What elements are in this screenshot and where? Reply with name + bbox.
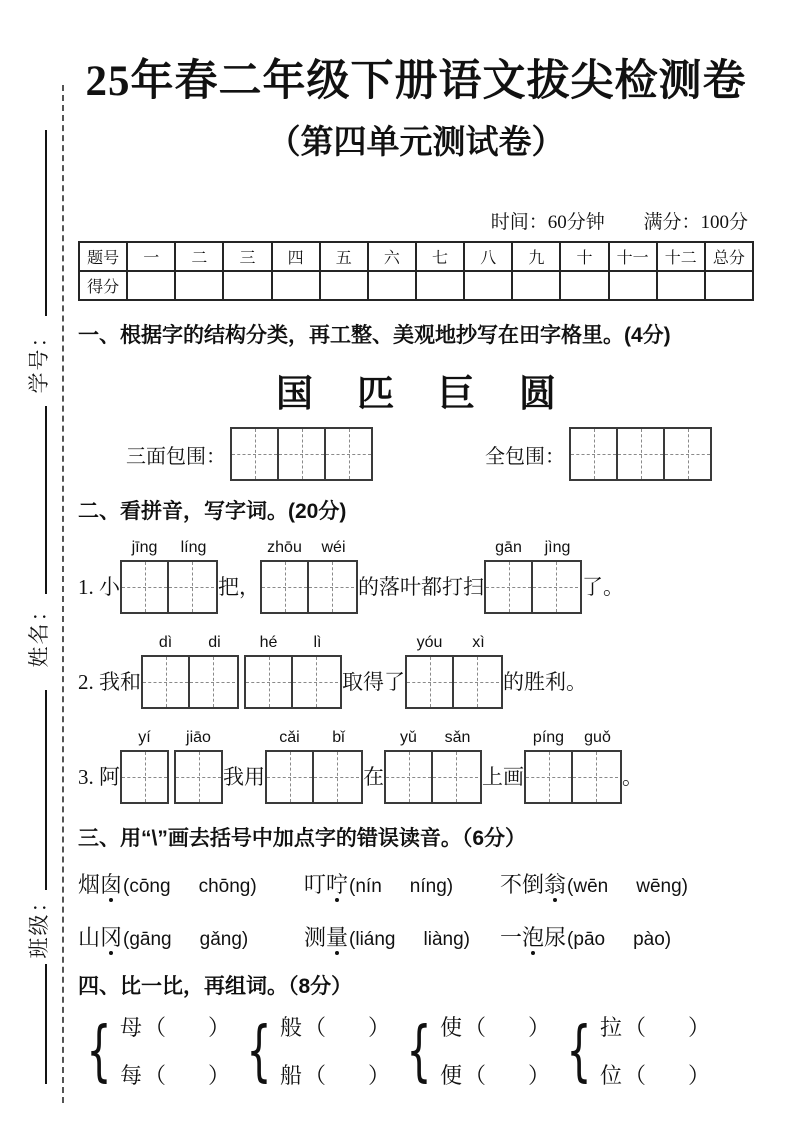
pinyin-grid: [120, 531, 218, 614]
paren-close: ): [241, 929, 249, 951]
tianzige-grid: [484, 560, 582, 614]
answer-cell[interactable]: [176, 752, 221, 802]
score-input-cell[interactable]: [368, 271, 416, 300]
score-input-cell[interactable]: [223, 271, 271, 300]
brace-icon: {: [86, 1012, 112, 1090]
section1-heading: 一、根据字的结构分类，再工整、美观地抄写在田字格里。(4分): [78, 323, 671, 347]
pinyin-row: [384, 721, 482, 750]
pinyin-grid: [141, 626, 239, 709]
brace-icon: {: [566, 1012, 592, 1090]
pinyin-label: líng: [180, 538, 207, 556]
pinyin-option[interactable]: nín: [355, 876, 382, 898]
answer-cell[interactable]: [533, 562, 578, 612]
question-number-cell: 七: [416, 242, 464, 271]
pinyin-options[interactable]: [349, 876, 453, 897]
word-text: 叮: [304, 872, 327, 898]
pinyin-label: wéi: [321, 538, 346, 556]
pinyin-sentence-line: [78, 531, 754, 614]
answer-cell[interactable]: [573, 752, 618, 802]
answer-cell[interactable]: [618, 429, 665, 479]
writein-line: [45, 964, 47, 1084]
pinyin-label: xì: [472, 633, 485, 651]
pinyin-options[interactable]: [567, 929, 671, 950]
sentence-text: 取得了: [342, 669, 405, 694]
dotted-character: 咛: [326, 872, 349, 898]
score-input-cell[interactable]: [464, 271, 512, 300]
sentence-text: 的胜利。: [503, 669, 587, 694]
answer-cell[interactable]: [454, 657, 499, 707]
score-input-cell[interactable]: [560, 271, 608, 300]
fold-dashed-line: [62, 85, 64, 1103]
pinyin-row: [260, 531, 358, 560]
paren-close: ）: [688, 1063, 711, 1089]
copy-group: [485, 427, 712, 481]
answer-cell[interactable]: [526, 752, 573, 802]
section3-heading: 三、用“\”画去括号中加点字的错误读音。（6分）: [78, 826, 527, 850]
practice-characters-row: [78, 363, 754, 417]
tianzige-grid: [569, 427, 712, 481]
tianzige-grid: [524, 750, 622, 804]
dotted-character: 翁: [544, 872, 567, 898]
paren-open: (: [349, 929, 356, 951]
paren-close: ）: [368, 1063, 391, 1089]
practice-character: 圆: [519, 374, 556, 416]
writein-line: [45, 406, 47, 594]
paren-open: （: [304, 1015, 327, 1041]
score-input-cell[interactable]: [272, 271, 320, 300]
question-number-cell: 一: [127, 242, 175, 271]
answer-cell[interactable]: [122, 562, 169, 612]
paren-close: ): [463, 929, 470, 951]
sentence-text: 我用: [223, 764, 265, 789]
score-input-cell[interactable]: [609, 271, 657, 300]
dotted-character: 泡: [522, 925, 545, 951]
writein-line: [45, 130, 47, 316]
pinyin-label: yǔ: [400, 728, 417, 746]
word-text: 山: [78, 925, 101, 951]
pinyin-label: jīng: [131, 538, 158, 556]
question-number-header: 题号: [79, 242, 127, 271]
compare-character: 便: [440, 1063, 463, 1089]
question-number-cell: 八: [464, 242, 512, 271]
paren-open: (: [349, 876, 356, 898]
word-text: 一: [500, 925, 523, 951]
sentence-text: 2. 我和: [78, 669, 141, 694]
pinyin-option[interactable]: pāo: [573, 929, 606, 951]
pinyin-option[interactable]: chōng: [198, 876, 251, 898]
pinyin-label: yí: [138, 728, 151, 746]
compare-character: 每: [120, 1063, 143, 1089]
question-number-cell: 六: [368, 242, 416, 271]
score-input-cell[interactable]: [512, 271, 560, 300]
pinyin-label: píng: [532, 728, 565, 746]
section3-rows: [78, 868, 754, 952]
pinyin-grid: [405, 626, 503, 709]
section1-grids-row: [78, 427, 754, 481]
copy-group: [126, 427, 373, 481]
pair-column: [600, 1011, 710, 1090]
pinyin-grid: [174, 721, 223, 804]
pair-column: [440, 1011, 550, 1090]
word-text: 尿: [544, 925, 567, 951]
rail-label-class: 班级：: [27, 889, 51, 959]
compare-character: 位: [600, 1063, 623, 1089]
answer-cell[interactable]: [326, 429, 371, 479]
pinyin-row: [174, 721, 223, 750]
answer-cell[interactable]: [246, 657, 293, 707]
word-blank-row: [440, 1011, 550, 1042]
question-number-cell: 三: [223, 242, 271, 271]
paren-open: （: [624, 1063, 647, 1089]
answer-cell[interactable]: [433, 752, 478, 802]
pinyin-row: [484, 531, 582, 560]
tianzige-grid: [120, 750, 169, 804]
answer-cell[interactable]: [314, 752, 359, 802]
question-number-cell: 十二: [657, 242, 705, 271]
tianzige-grid: [120, 560, 218, 614]
pinyin-row: [120, 531, 218, 560]
word-text: 测: [304, 925, 327, 951]
word-blank-row: [120, 1011, 230, 1042]
answer-cell[interactable]: [571, 429, 618, 479]
phonetic-choice-row: [78, 921, 754, 952]
paren-open: （: [304, 1063, 327, 1089]
answer-cell[interactable]: [386, 752, 433, 802]
sentence-text: 3. 阿: [78, 764, 120, 789]
full-score: 满分：100分: [643, 211, 748, 233]
pinyin-label: hé: [259, 633, 278, 651]
section2-lines: [78, 531, 754, 804]
tianzige-grid: [141, 655, 239, 709]
pair-column: [120, 1011, 230, 1090]
pinyin-row: [141, 626, 239, 655]
pinyin-option[interactable]: cōng: [129, 876, 171, 898]
score-row-header: 得分: [79, 271, 127, 300]
pinyin-label: zhōu: [267, 538, 302, 556]
pinyin-sentence-line: [78, 721, 754, 804]
answer-cell[interactable]: [665, 429, 710, 479]
compare-pair: [238, 1011, 398, 1090]
answer-cell[interactable]: [190, 657, 235, 707]
paren-open: （: [464, 1015, 487, 1041]
pinyin-grid: [244, 626, 342, 709]
question-number-cell: 十一: [609, 242, 657, 271]
tianzige-grid: [244, 655, 342, 709]
tianzige-grid: [230, 427, 373, 481]
question-number-cell: 总分: [705, 242, 753, 271]
phonetic-choice-item: [500, 868, 688, 899]
score-input-cell[interactable]: [657, 271, 705, 300]
pinyin-label: dì: [158, 633, 173, 651]
rail-label-student-id: 学号：: [27, 324, 51, 394]
pinyin-option[interactable]: liàng: [423, 929, 464, 951]
paren-open: (: [123, 929, 130, 951]
question-number-cell: 五: [320, 242, 368, 271]
dotted-character: 冈: [100, 925, 123, 951]
paren-close: ): [681, 876, 688, 898]
phonetic-choice-row: [78, 868, 754, 899]
paren-open: （: [144, 1063, 167, 1089]
pinyin-label: sǎn: [444, 728, 471, 746]
answer-cell[interactable]: [262, 562, 309, 612]
pinyin-grid: [524, 721, 622, 804]
score-input-cell[interactable]: [416, 271, 464, 300]
paren-open: （: [144, 1015, 167, 1041]
brace-icon: {: [406, 1012, 432, 1090]
practice-character: 匹: [357, 374, 394, 416]
tianzige-grid: [260, 560, 358, 614]
sentence-text: 上画: [482, 764, 524, 789]
copy-group-label: 全包围：: [485, 445, 565, 468]
pinyin-row: [265, 721, 363, 750]
compare-character: 船: [280, 1063, 303, 1089]
pinyin-grid: [384, 721, 482, 804]
paren-close: ): [446, 876, 454, 898]
pinyin-grid: [120, 721, 169, 804]
pinyin-row: [244, 626, 342, 655]
answer-cell[interactable]: [232, 429, 279, 479]
question-number-cell: 九: [512, 242, 560, 271]
paren-close: ）: [368, 1015, 391, 1041]
paren-close: ): [664, 929, 672, 951]
word-blank-row: [120, 1059, 230, 1090]
answer-cell[interactable]: [169, 562, 214, 612]
sentence-text: 在: [363, 764, 384, 789]
pinyin-label: jiāo: [186, 728, 211, 746]
pinyin-label: gān: [495, 538, 522, 556]
pinyin-options[interactable]: [567, 876, 688, 897]
tianzige-grid: [405, 655, 503, 709]
phonetic-choice-item: [78, 868, 304, 899]
section2-heading: 二、看拼音，写字词。(20分): [78, 500, 347, 524]
pinyin-label: guǒ: [584, 728, 611, 746]
paren-open: (: [567, 929, 574, 951]
pinyin-row: [524, 721, 622, 750]
pinyin-options[interactable]: [123, 929, 248, 950]
exam-meta: [78, 207, 754, 234]
score-input-cell[interactable]: [175, 271, 223, 300]
tianzige-grid: [174, 750, 223, 804]
pinyin-option[interactable]: gǎng: [199, 929, 242, 951]
writein-line: [45, 690, 47, 890]
paren-close: ）: [208, 1015, 231, 1041]
word-blank-row: [600, 1011, 710, 1042]
paren-close: ）: [208, 1063, 231, 1089]
compare-pair: [78, 1011, 238, 1090]
tianzige-grid: [384, 750, 482, 804]
compare-pair: [558, 1011, 718, 1090]
answer-cell[interactable]: [407, 657, 454, 707]
pinyin-option[interactable]: gāng: [129, 929, 172, 951]
paren-open: （: [624, 1015, 647, 1041]
answer-cell[interactable]: [309, 562, 354, 612]
page-title: 25年春二年级下册语文拔尖检测卷: [85, 58, 747, 105]
word-blank-row: [600, 1059, 710, 1090]
pinyin-label: yóu: [416, 633, 443, 651]
dotted-character: 量: [326, 925, 349, 951]
paren-close: ): [250, 876, 257, 898]
compare-character: 使: [440, 1015, 463, 1041]
sentence-text: 1. 小: [78, 574, 120, 599]
dotted-character: 囱: [100, 872, 123, 898]
rail-label-name: 姓名：: [27, 598, 51, 668]
pinyin-label: cǎi: [279, 728, 300, 746]
word-blank-row: [280, 1059, 390, 1090]
pinyin-option[interactable]: wēng: [636, 876, 682, 898]
pinyin-option[interactable]: liáng: [355, 929, 396, 951]
answer-cell[interactable]: [293, 657, 338, 707]
pair-column: [280, 1011, 390, 1090]
sentence-text: 了。: [582, 574, 624, 599]
tianzige-grid: [265, 750, 363, 804]
sentence-text: 。: [622, 764, 643, 789]
pinyin-grid: [484, 531, 582, 614]
word-text: 不倒: [500, 872, 545, 898]
score-table: [78, 241, 754, 301]
word-text: 烟: [78, 872, 101, 898]
pinyin-row: [405, 626, 503, 655]
paren-open: (: [567, 876, 574, 898]
score-input-cell[interactable]: [705, 271, 753, 300]
answer-cell[interactable]: [122, 752, 167, 802]
paren-close: ）: [528, 1063, 551, 1089]
phonetic-choice-item: [78, 921, 304, 952]
practice-character: 巨: [438, 374, 475, 416]
answer-cell[interactable]: [267, 752, 314, 802]
question-number-cell: 二: [175, 242, 223, 271]
brace-icon: {: [246, 1012, 272, 1090]
word-blank-row: [280, 1011, 390, 1042]
answer-cell[interactable]: [486, 562, 533, 612]
pinyin-label: jìng: [544, 538, 571, 556]
question-number-cell: 十: [560, 242, 608, 271]
pinyin-grid: [260, 531, 358, 614]
pinyin-option[interactable]: wēn: [573, 876, 609, 898]
word-blank-row: [440, 1059, 550, 1090]
practice-character: 国: [276, 374, 313, 416]
phonetic-choice-item: [304, 868, 500, 899]
compare-character: 母: [120, 1015, 143, 1041]
phonetic-choice-item: [500, 921, 671, 952]
pinyin-label: di: [208, 633, 221, 651]
pinyin-options[interactable]: [349, 929, 470, 950]
pinyin-grid: [265, 721, 363, 804]
section4-pairs-row: [78, 1011, 754, 1090]
pinyin-sentence-line: [78, 626, 754, 709]
section4-heading: 四、比一比，再组词。（8分）: [78, 975, 353, 999]
paren-close: ）: [688, 1015, 711, 1041]
paren-close: ）: [528, 1015, 551, 1041]
page-subtitle: （第四单元测试卷）: [267, 124, 565, 161]
score-input-cell[interactable]: [320, 271, 368, 300]
answer-cell[interactable]: [143, 657, 190, 707]
compare-character: 拉: [600, 1015, 623, 1041]
compare-character: 般: [280, 1015, 303, 1041]
score-input-cell[interactable]: [127, 271, 175, 300]
paren-open: （: [464, 1063, 487, 1089]
time-limit: 时间：60分钟: [490, 211, 605, 233]
copy-group-label: 三面包围：: [126, 445, 226, 468]
question-number-cell: 四: [272, 242, 320, 271]
pinyin-label: bǐ: [332, 728, 345, 746]
pinyin-row: [120, 721, 169, 750]
phonetic-choice-item: [304, 921, 500, 952]
pinyin-label: lì: [313, 633, 322, 651]
paper-content: [78, 0, 754, 1090]
paren-open: (: [123, 876, 130, 898]
pinyin-option[interactable]: níng: [409, 876, 447, 898]
pinyin-option[interactable]: pào: [633, 929, 665, 951]
compare-pair: [398, 1011, 558, 1090]
sentence-text: 的落叶都打扫: [358, 574, 484, 599]
pinyin-options[interactable]: [123, 876, 257, 897]
sentence-text: 把，: [218, 574, 260, 599]
answer-cell[interactable]: [279, 429, 326, 479]
